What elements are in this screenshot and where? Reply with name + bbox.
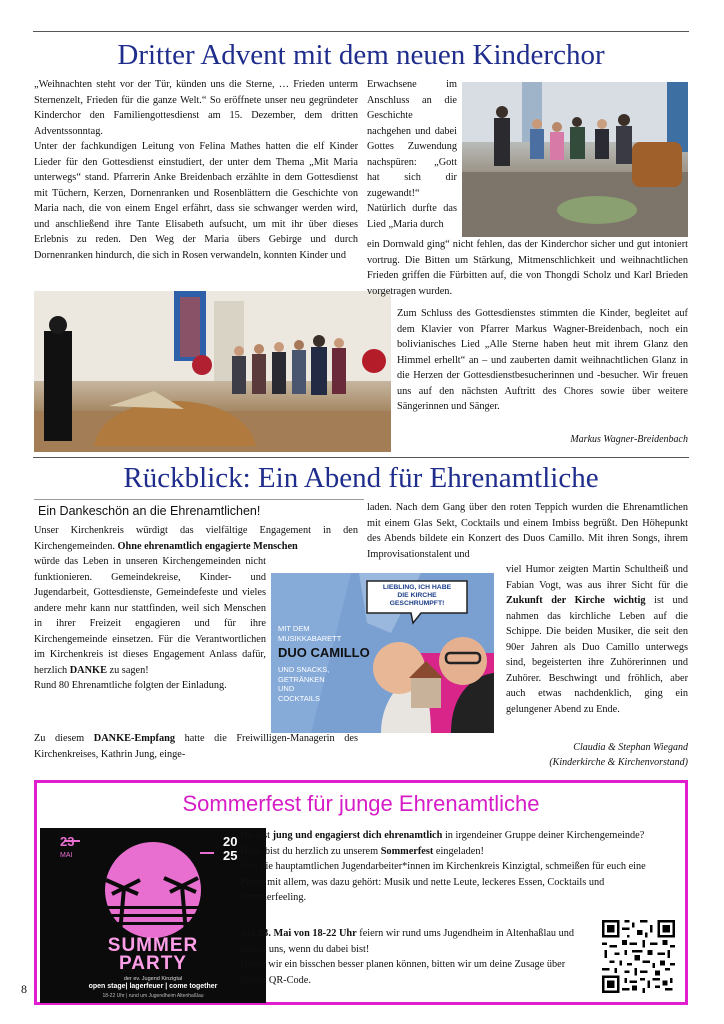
bold-span: Sommerfest	[380, 845, 434, 857]
text-span: Dann bist du herzlich zu unserem	[240, 845, 379, 857]
poster-year-1: 20	[223, 834, 238, 849]
text-span: Zu diesem	[34, 733, 85, 744]
registration-qr-code[interactable]	[602, 920, 675, 993]
summer-paragraph	[240, 828, 650, 844]
article2-left-end	[34, 731, 358, 762]
article2-left-column	[34, 554, 266, 694]
article1-title: Dritter Advent mit dem neuen Kinderchor	[117, 39, 605, 71]
poster-day: 23	[60, 834, 75, 849]
article1-author: Markus Wagner-Breidenbach	[570, 434, 688, 445]
text-span: feiern wir rund ums Jugendheim in Altenhaßlau und freuen uns, wenn du dabei bist!	[240, 928, 575, 955]
text-span: Unser Kirchenkreis würdigt das vielfältige Engagement in den Kirchengemeinden.	[34, 525, 358, 552]
text-span: Wir, die hauptamtlichen Jugendarbeiter*innen im Kirchenkreis Kinzigtal, schmeißen für euch eine	[240, 861, 646, 872]
article2-right-narrow	[506, 562, 688, 717]
article2-author	[470, 740, 688, 770]
poster-title-2: PARTY	[119, 953, 187, 974]
text-span: viel Humor zeigten Martin Schultheiß und Fabian Vogt, was aus ihrer Sicht für die	[506, 564, 688, 591]
article2-paragraph: Rund 80 Ehrenamtliche folgten der Einladung.	[34, 680, 227, 691]
bold-span: DANKE	[69, 664, 107, 676]
summer-paragraph	[240, 844, 650, 860]
author-name: Claudia & Stephan Wiegand	[573, 742, 688, 753]
ad-line-2: MUSIKKABARETT	[278, 634, 342, 643]
subtitle-rule	[34, 499, 364, 500]
article1-left-column	[34, 77, 358, 263]
summer-text-lower	[240, 926, 592, 988]
bold-span: 23. Mai von 18-22 Uhr	[258, 928, 357, 939]
article2-subtitle: Ein Dankeschön an die Ehrenamtlichen!	[38, 504, 261, 518]
poster-title-1: SUMMER	[107, 935, 199, 956]
article2-paragraph	[34, 554, 266, 678]
text-span: mit allem, was dazu gehört: Musik und nette Leute, leckeres Essen, Cocktails und Summerfeeling.	[240, 876, 605, 903]
choir-rehearsal-illustration	[462, 82, 688, 237]
article2-right-top: laden. Nach dem Gang über den roten Teppich wurden die Ehrenamtlichen mit einem Glas Sekt, Cocktails und einem Imbiss begrüßt. Den Höhepunkt des Abends bildete ein Konzert des Duos Camillo. Mit ihren Songs, ihrem Improvisationstalent und	[367, 502, 688, 560]
poster-org: der ev. Jugend Kinzigtal	[123, 976, 183, 982]
article1-paragraph: Unter der fachkundigen Leitung von Felina Mathes hatten die elf Kinder Lieder für den Gottesdienst einstudiert, der unter dem Thema „Mit Maria unterwegs“ stand. Pfarrerin Anke Breidenbach erzählte in dem Gottesdienst mit Tüchern, Kerzen, Dornenranken und Rosenblättern die Geschichte von Maria nach, die von einem Engel erfährt, dass sie schwanger werden wird, und anschließend ihre Tante Elisabeth aufsucht, um mit ihr über dieses Erlebnis zu reden. Den Weg der Maria übers Gebirge und durch Dornenranken hindurch, die sich in Rosen verwandeln, konnten Kinder und	[34, 141, 358, 261]
summer-title: Sommerfest für junge Ehrenamtliche	[182, 791, 540, 816]
author-role: (Kinderkirche & Kirchenvorstand)	[549, 757, 688, 768]
summer-paragraph: Damit wir ein bisschen besser planen können, bitten wir um deine Zusage über diesen QR-Code.	[240, 959, 566, 986]
ad-line-3: UND SNACKS, GETRÄNKEN UND COCKTAILS	[278, 665, 330, 703]
bold-span: jung und engagierst dich ehrenamtlich	[272, 830, 443, 841]
poster-tagline: open stage| lagerfeuer | come together	[88, 983, 218, 990]
choir-church-illustration	[34, 291, 391, 452]
text-span: würde das Leben in unseren Kirchengemeinden nicht funktionieren. Gemeindekreise, Kinder- und Jugendarbeit, Gottesdienste, Gemeindefeste und vieles andere mehr kann nur stattfinden, weil sich Menschen in ihrer Freizeit engagieren und für ihre Kirchengemeinde einsetzen. Für die Verantwortlichen im Kirchenkreis ist dieses Engagement Anlass dafür, herzlich	[34, 556, 266, 676]
ad-line-1: MIT DEM	[278, 624, 310, 633]
duo-camillo-ad	[271, 573, 494, 733]
choir-rehearsal-photo	[462, 82, 688, 237]
text-span: eingeladen!	[435, 845, 484, 857]
bold-span: Zukunft der Kirche wichtig	[506, 595, 646, 606]
bold-span: Party	[240, 876, 265, 888]
article1-paragraph: „Weihnachten steht vor der Tür, künden uns die Sterne, … Frieden unterm Sternenzelt, Frieden für die ganze Welt.“ So eröffnete unser neu gegründeter Kinderchor den Familiengottesdienst am 15. Dezember, dem dritten Adventssonntag.	[34, 79, 358, 137]
ad-speech-bubble: LIEBLING, ICH HABE DIE KIRCHE GESCHRUMPFT!	[382, 584, 452, 607]
poster-month: MAI	[60, 852, 73, 859]
top-rule	[33, 31, 689, 32]
summer-party-box	[34, 780, 688, 1005]
summer-paragraph	[240, 859, 650, 906]
article2-left-intro	[34, 523, 358, 554]
summer-paragraph	[240, 926, 592, 957]
ad-band-name: DUO CAMILLO	[278, 645, 370, 660]
article1-wide-text: ein Dornwald ging“ nicht fehlen, das der Kinderchor sicher und gut intoniert vortrug. Die Bitten um Stärkung, Mitmenschlichkeit und weihnachtlichen Frieden griffen die Fürbitten auf, die von Thongdi Scholz und Karl Brieden vorgetragen wurden.	[367, 239, 688, 297]
text-span: zu sagen!	[109, 664, 149, 676]
text-span: hatte die Freiwilligen-Managerin des Kirchenkreises, Kathrin Jung, einge-	[34, 733, 358, 760]
page-number: 8	[21, 982, 27, 996]
article1-narrow-column: Erwachsene im Anschluss an die Geschichte nachgehen und dabei Gottes Zuwendung nachspüren: „Gott hat sich dir zugewandt!“ Natürlich durfte das Lied „Maria durch	[367, 79, 457, 230]
bold-span: DANKE-Empfang	[93, 733, 176, 744]
bold-span: Ohne ehrenamtlich engagierte Menschen	[117, 540, 298, 552]
text-span: Du bist	[240, 830, 271, 841]
summer-text	[240, 828, 650, 906]
poster-details: 18-22 Uhr | rund um Jugendheim Altenhaßlau	[102, 993, 204, 999]
text-span: in irgendeiner Gruppe deiner Kirchengemeinde?	[444, 830, 645, 841]
choir-church-photo	[34, 291, 391, 452]
article2-title: Rückblick: Ein Abend für Ehrenamtliche	[123, 462, 599, 494]
qr-code-graphic[interactable]	[602, 920, 675, 993]
text-span: ist und nahmen das kirchliche Leben auf die Schippe. Die beiden Musiker, die seit den 90er Jahren als Duo Camillo unterwegs sind, begeisterten ihre Zuhörerinnen und Zuhörer. Beschwingt und fröhlich, aber auch etwas nachdenklich, ging ein gelungener Abend zu Ende.	[506, 595, 688, 715]
section-rule	[33, 457, 689, 458]
summer-party-poster	[40, 828, 266, 1003]
poster-year-2: 25	[223, 848, 238, 863]
article1-end-text: Zum Schluss des Gottesdienstes stimmten die Kinder, begleitet auf dem Klavier von Pfarrer Markus Wagner-Breidenbach, noch ein bolivianisches Lied „Alle Sterne haben heut mit ihrem Glanz den Himmel erhellt“ an – und zauberten damit weihnachtlichen Glanz in die Herzen der Gottesdienstbesucherinnen und -besucher. Wir freuen uns auf den nächsten Auftritt des Chores sowie über weitere Sängerinnen und Sänger.	[397, 308, 688, 412]
text-span: Am	[240, 928, 256, 939]
